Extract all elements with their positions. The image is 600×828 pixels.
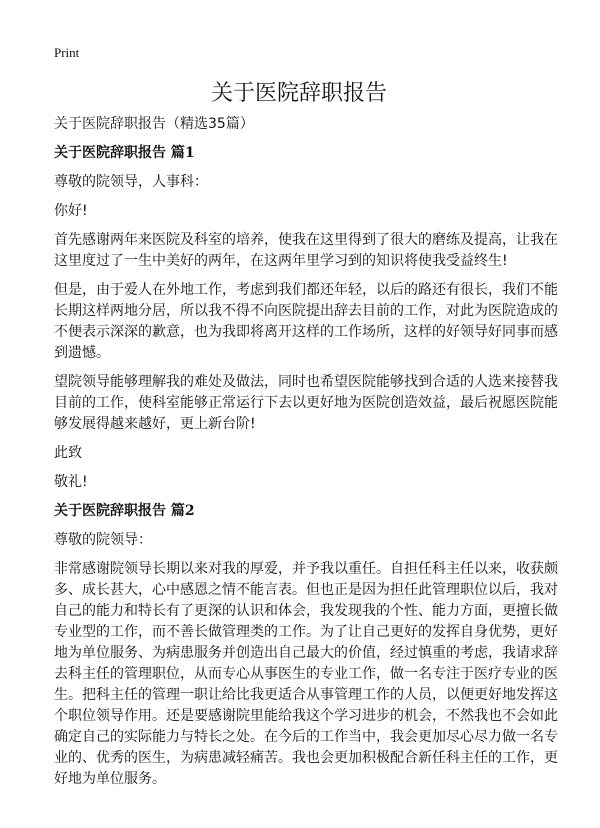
text-line: 业的、优秀的医生，为病患减轻痛苦。我也会更加积极配合新任科主任的工作，更 bbox=[54, 750, 558, 766]
text-line: 去科主任的管理职位，从而专心从事医生的专业工作，做一名专注于医疗专业的医 bbox=[54, 666, 558, 682]
greeting: 尊敬的院领导，人事科： bbox=[54, 174, 208, 190]
text-line: 地为单位服务、为病患服务并创造出自己最大的价值，经过慎重的考虑，我请求辞 bbox=[54, 645, 558, 661]
section-heading: 关于医院辞职报告 篇2 bbox=[54, 503, 195, 519]
section-heading: 关于医院辞职报告 篇1 bbox=[54, 145, 195, 161]
subtitle: 关于医院辞职报告（精选35篇） bbox=[54, 116, 254, 132]
text-line: 个职位领导作用。还是要感谢院里能给我这个学习进步的机会，不然我也不会如此 bbox=[54, 708, 558, 724]
text-line: 非常感谢院领导长期以来对我的厚爱，并予我以重任。自担任科主任以来，收获颇 bbox=[54, 561, 558, 577]
closing: 此致 bbox=[54, 445, 82, 461]
paragraph bbox=[54, 280, 558, 364]
text-line: 目前的工作，使科室能够正常运行下去以更好地为医院创造效益，最后祝愿医院能 bbox=[54, 395, 558, 411]
text-line: 不便表示深深的歉意，也为我即将离开这样的工作场所，这样的好领导好同事而感 bbox=[54, 324, 558, 340]
closing-salute: 敬礼! bbox=[54, 474, 88, 490]
page-title: 关于医院辞职报告 bbox=[210, 81, 387, 106]
text-line: 但是，由于爱人在外地工作，考虑到我们都还年轻，以后的路还有很长，我们不能 bbox=[54, 282, 558, 298]
text-line: 确定自己的实际能力与特长之处。在今后的工作当中，我会更加尽心尽力做一名专 bbox=[54, 729, 558, 745]
paragraph bbox=[54, 230, 558, 272]
text-line: 生。把科主任的管理一职让给比我更适合从事管理工作的人员，以便更好地发挥这 bbox=[54, 687, 558, 703]
paragraph bbox=[54, 372, 558, 435]
text-line: 专业型的工作，而不善长做管理类的工作。为了让自己更好的发挥自身优势，更好 bbox=[54, 624, 558, 640]
text-line: 好地为单位服务。 bbox=[54, 771, 166, 787]
text-line: 自己的能力和特长有了更深的认识和体会，我发现我的个性、能力方面，更擅长做 bbox=[54, 603, 558, 619]
document bbox=[54, 43, 558, 798]
paragraph bbox=[54, 559, 558, 790]
text-line: 多、成长甚大，心中感恩之情不能言表。但也正是因为担任此管理职位以后，我对 bbox=[54, 582, 558, 598]
greeting: 尊敬的院领导： bbox=[54, 532, 152, 548]
text-line: 到遗憾。 bbox=[54, 345, 110, 361]
text-line: 首先感谢两年来医院及科室的培养，使我在这里得到了很大的磨练及提高，让我在 bbox=[54, 232, 558, 248]
text-line: 长期这样两地分居，所以我不得不向医院提出辞去目前的工作，对此为医院造成的 bbox=[54, 303, 558, 319]
text-line: 望院领导能够理解我的难处及做法，同时也希望医院能够找到合适的人选来接替我 bbox=[54, 374, 558, 390]
hello: 你好! bbox=[54, 203, 88, 219]
text-line: 这里度过了一生中美好的两年，在这两年里学习到的知识将使我受益终生! bbox=[54, 253, 508, 269]
print-link[interactable]: Print bbox=[54, 45, 80, 60]
text-line: 够发展得越来越好，更上新台阶! bbox=[54, 416, 256, 432]
